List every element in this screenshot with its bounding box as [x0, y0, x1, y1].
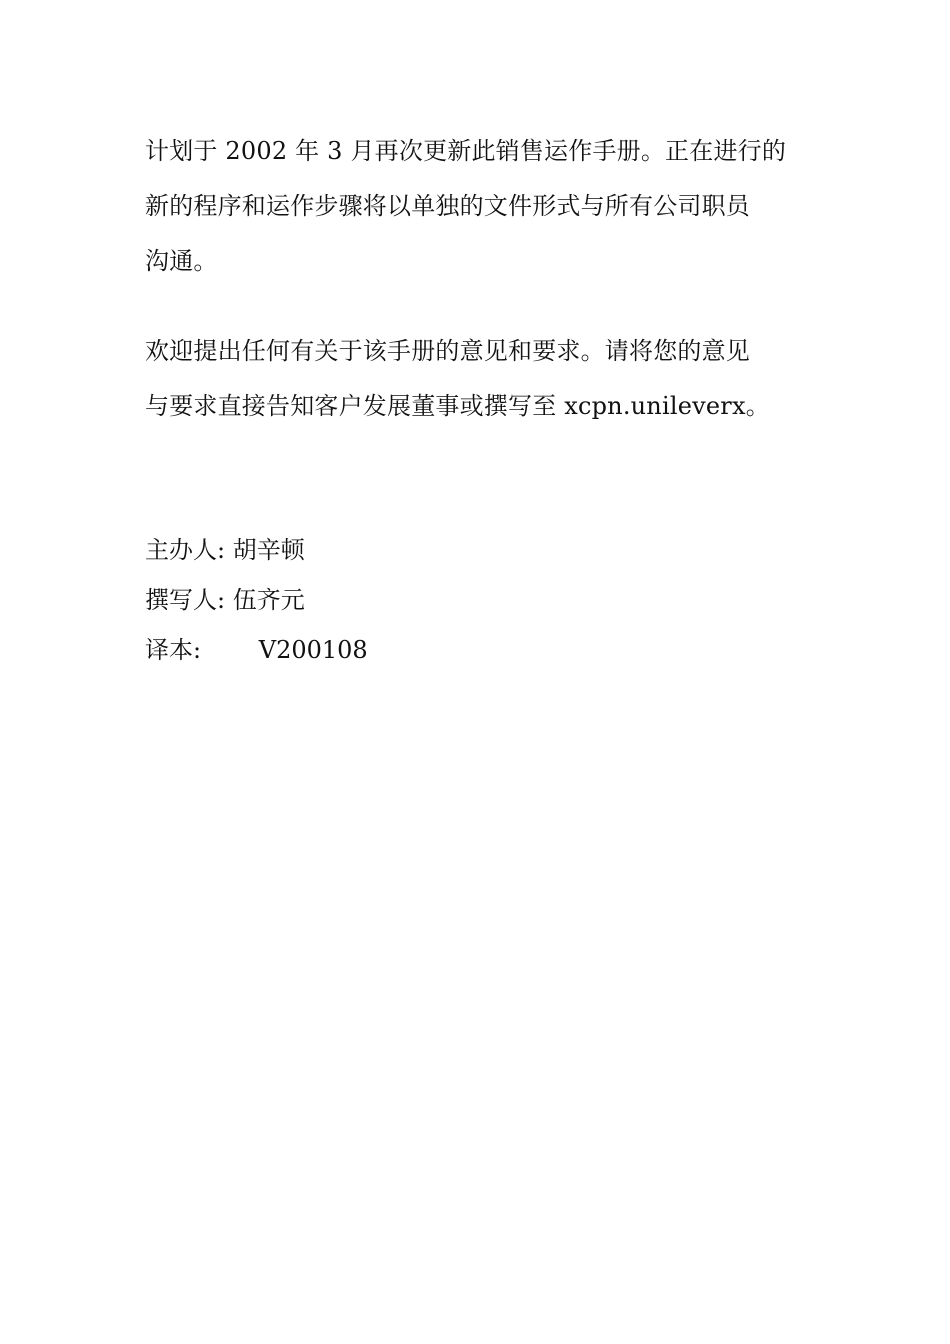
paragraph-line: 沟通。: [145, 247, 218, 275]
sponsor-line: [145, 535, 305, 565]
version-label: 译本:: [145, 636, 202, 664]
paragraph-line: 新的程序和运作步骤将以单独的文件形式与所有公司职员: [145, 192, 750, 220]
sponsor-label: 主办人:: [145, 536, 226, 564]
sponsor-value: 胡辛顿: [232, 536, 305, 564]
update-plan-paragraph: [145, 136, 815, 276]
writer-line: [145, 585, 305, 615]
feedback-paragraph: [145, 336, 815, 421]
paragraph-line: 计划于 2002 年 3 月再次更新此销售运作手册。正在进行的: [145, 137, 787, 165]
writer-label: 撰写人:: [145, 586, 226, 614]
paragraph-line: 欢迎提出任何有关于该手册的意见和要求。请将您的意见: [145, 337, 750, 365]
version-line: [145, 635, 368, 665]
writer-value: 伍齐元: [232, 586, 305, 614]
version-value: V200108: [258, 636, 368, 664]
paragraph-line: 与要求直接告知客户发展董事或撰写至 xcpn.unileverx。: [145, 392, 770, 420]
